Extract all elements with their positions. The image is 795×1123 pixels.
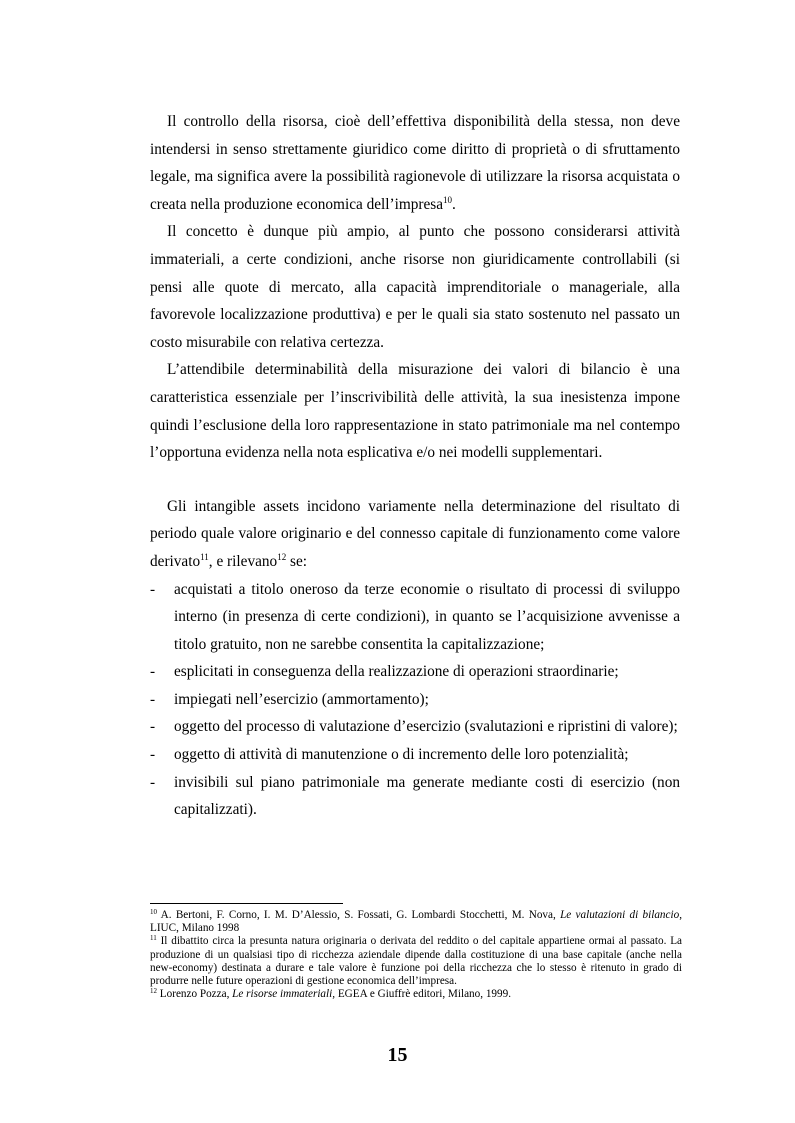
list-item [150, 713, 680, 741]
dash-marker: - [150, 718, 156, 736]
list-item-text: acquistati a titolo oneroso da terze economie o risultato di processi di sviluppo interno (in presenza di certe condizioni), in quanto se l’acquisizione avvenisse a titolo gratuito, non ne sarebbe consentita la capitalizzazione; [174, 580, 680, 653]
footnote-10 [150, 909, 682, 935]
dash-marker: - [150, 663, 156, 681]
footnote-number: 10 [150, 908, 157, 916]
paragraph-controllo [150, 108, 680, 218]
paragraph-text: Gli intangible assets incidono variamente nella determinazione del risultato di periodo quale valore originario e del connesso capitale di funzionamento come valore derivato [150, 497, 680, 570]
footnote-ref-11[interactable]: 11 [200, 551, 209, 562]
paragraph-text: Il controllo della risorsa, cioè dell’effettiva disponibilità della stessa, non deve intendersi in senso strettamente giuridico come diritto di proprietà o di sfruttamento legale, ma significa avere la possibilità ragionevole di utilizzare la risorsa acquistata o creata nella produzione economica dell’impresa [150, 113, 680, 213]
list-item-text: oggetto del processo di valutazione d’esercizio (svalutazioni e ripristini di valore); [174, 718, 678, 736]
footnote-number: 12 [150, 987, 157, 996]
bullet-list [150, 576, 680, 824]
dash-marker: - [150, 690, 156, 708]
footnote-text: , LIUC, Milano 1998 [150, 909, 682, 935]
footnote-11 [150, 935, 682, 988]
footnote-title: Le valutazioni di bilancio [560, 909, 680, 921]
dash-marker: - [150, 580, 156, 598]
list-item [150, 658, 680, 686]
footnotes [150, 909, 682, 1001]
footnote-text: Il dibattito circa la presunta natura originaria o derivata del reddito o del capitale appartiene ormai al passato. La produzione di un qualsiasi tipo di ricchezza aziendale dipende dalla costituzione di una base capitale (anche nella new-economy) destinata a durare e tale valore è funzione poi della ricchezza che lo stesso è ritenuto in grado di produrre nelle future operazioni di gestione economica dell’impresa. [150, 935, 682, 988]
footnote-text: Lorenzo Pozza, [157, 988, 233, 1001]
paragraph-intangible [150, 493, 680, 576]
page-body [150, 108, 680, 824]
footnote-divider [150, 903, 343, 904]
list-item [150, 686, 680, 714]
list-item-text: esplicitati in conseguenza della realizzazione di operazioni straordinarie; [174, 663, 619, 681]
footnote-text: EGEA e Giuffrè editori, Milano, 1999. [335, 988, 512, 1001]
footnote-title: Le risorse immateriali, [232, 988, 336, 1001]
footnote-ref-10[interactable]: 10 [443, 194, 453, 205]
list-item-text: impiegati nell’esercizio (ammortamento); [174, 690, 429, 708]
list-item-text: oggetto di attività di manutenzione o di incremento delle loro potenzialità; [174, 746, 629, 764]
list-item [150, 769, 680, 824]
paragraph-text: se: [286, 552, 308, 570]
list-item [150, 576, 680, 659]
paragraph-text: , e rilevano [208, 552, 278, 570]
list-item-text: invisibili sul piano patrimoniale ma generate mediante costi di esercizio (non capitalizzati). [174, 773, 680, 819]
footnote-text: A. Bertoni, F. Corno, I. M. D’Alessio, S. Fossati, G. Lombardi Stocchetti, M. Nova, [157, 909, 561, 921]
list-item [150, 741, 680, 769]
page-number: 15 [387, 1044, 408, 1066]
paragraph-concetto: Il concetto è dunque più ampio, al punto che possono considerarsi attività immateriali, a certe condizioni, anche risorse non giuridicamente controllabili (si pensi alle quote di mercato, alla capacità imprenditoriale o manageriale, alla favorevole localizzazione produttiva) e per le quali sia stato sostenuto nel passato un costo misurabile con relativa certezza. [150, 223, 680, 351]
paragraph-attendibile: L’attendibile determinabilità della misurazione dei valori di bilancio è una caratteristica essenziale per l’inscrivibilità delle attività, la sua inesistenza impone quindi l’esclusione della loro rappresentazione in stato patrimoniale ma nel contempo l’opportuna evidenza nella nota esplicativa e/o nei modelli supplementari. [150, 361, 680, 462]
dash-marker: - [150, 746, 156, 764]
dash-marker: - [150, 773, 156, 791]
footnote-number: 11 [150, 934, 157, 943]
footnote-ref-12[interactable]: 12 [277, 551, 287, 562]
footnote-12 [150, 988, 682, 1001]
paragraph-text-end: . [452, 195, 456, 213]
paragraph-gap [150, 467, 680, 493]
